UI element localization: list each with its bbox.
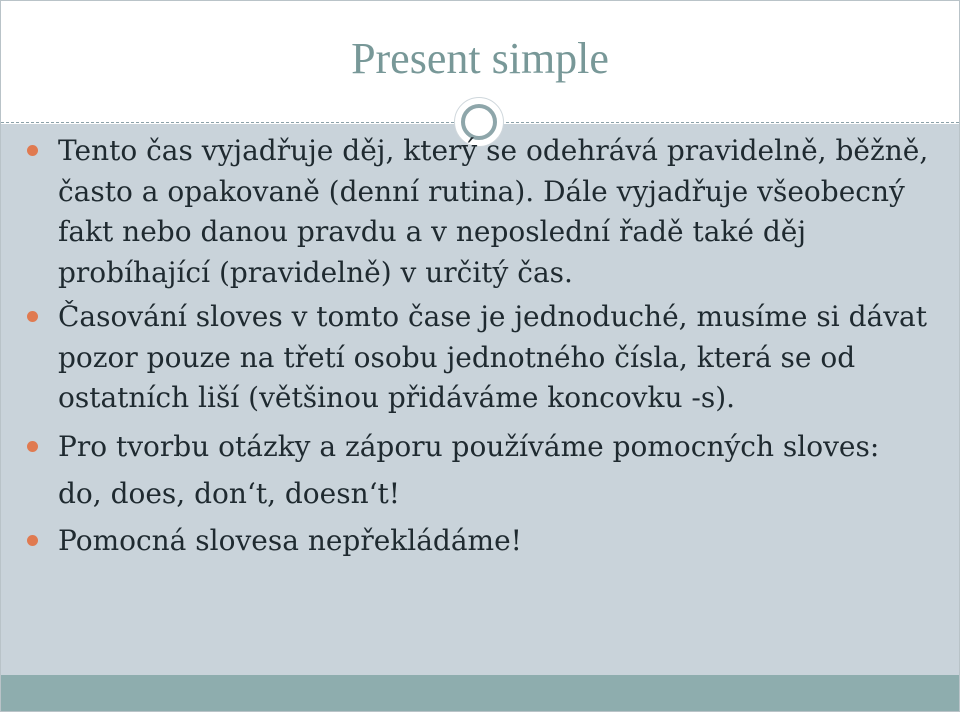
bullet-item [1,297,931,419]
bullet-text: Časování sloves v tomto čase je jednoduché, musíme si dávat pozor pouze na třetí osobu jednotného čísla, která se od ostatních liší (většinou přidáváme koncovku -s). [58,300,927,414]
bullet-item [1,131,931,293]
bullet-text: Pomocná slovesa nepřekládáme! [58,523,522,557]
bullet-dot-icon [27,311,38,322]
bullet-text: Tento čas vyjadřuje děj, který se odehrává pravidelně, běžně, často a opakovaně (denní rutina). Dále vyjadřuje všeobecný fakt nebo danou pravdu a v neposlední řadě také děj probíhající (pravidelně) v určitý čas. [58,134,929,289]
bullet-item [1,423,931,517]
bullet-dot-icon [27,441,38,452]
footer-band [1,675,959,711]
bullet-dot-icon [27,535,38,546]
bullet-text: Pro tvorbu otázky a záporu používáme pomocných sloves: do, does, don‘t, doesn‘t! [58,429,880,510]
bullet-list [1,131,931,564]
bullet-dot-icon [27,145,38,156]
bullet-item [1,517,931,564]
slide-title: Present simple [351,34,609,83]
